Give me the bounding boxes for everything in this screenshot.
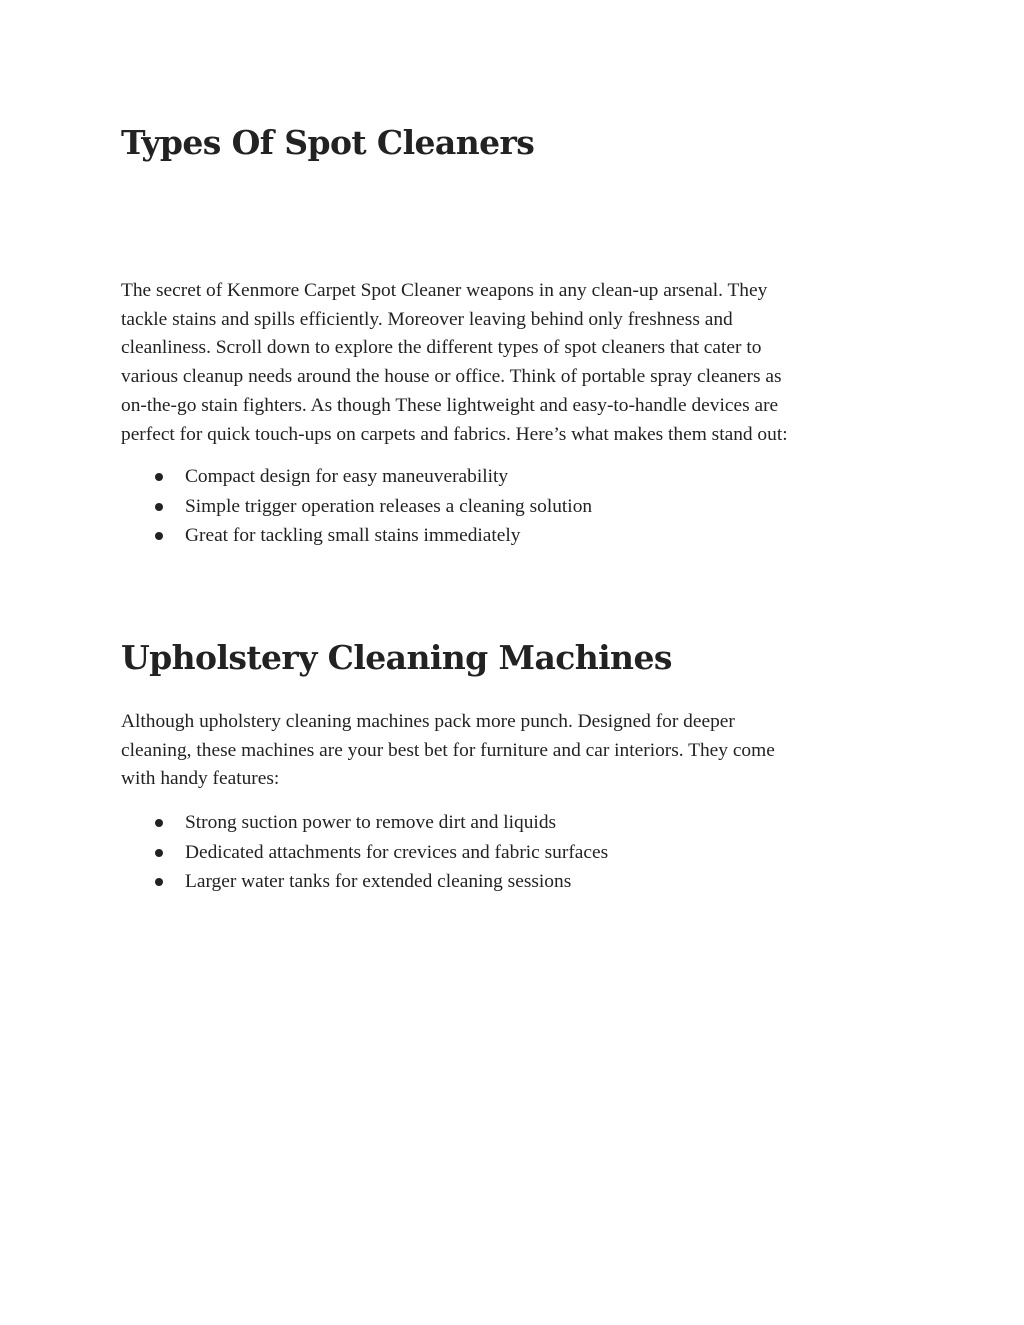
bullet-dot-icon (155, 532, 163, 540)
bullet-dot-icon (155, 473, 163, 481)
upholstery-features-list (121, 808, 891, 897)
spot-cleaner-features-list (121, 462, 891, 551)
paragraph-line: cleanliness. Scroll down to explore the different types of spot cleaners that cater to (121, 337, 762, 359)
section-heading-types-of-spot-cleaners: Types Of Spot Cleaners (121, 123, 535, 162)
intro-paragraph (121, 277, 891, 449)
list-item (121, 492, 891, 522)
list-item (121, 838, 891, 868)
paragraph-line: tackle stains and spills efficiently. Moreover leaving behind only freshness and (121, 308, 733, 330)
list-item (121, 867, 891, 897)
bullet-dot-icon (155, 878, 163, 886)
list-item-text: Strong suction power to remove dirt and liquids (185, 812, 557, 833)
list-item-text: Simple trigger operation releases a cleaning solution (185, 495, 593, 517)
paragraph-line: perfect for quick touch-ups on carpets and fabrics. Here’s what makes them stand out: (121, 423, 788, 445)
list-item-text: Larger water tanks for extended cleaning sessions (185, 871, 572, 893)
upholstery-paragraph (121, 708, 891, 794)
list-item-text: Compact design for easy maneuverability (185, 466, 509, 487)
list-item (121, 808, 891, 838)
paragraph-line: various cleanup needs around the house or office. Think of portable spray cleaners as (121, 366, 782, 388)
bullet-dot-icon (155, 849, 163, 857)
paragraph-line: The secret of Kenmore Carpet Spot Cleaner weapons in any clean-up arsenal. They (121, 280, 768, 301)
paragraph-line: cleaning, these machines are your best bet for furniture and car interiors. They come (121, 739, 775, 761)
list-item-text: Great for tackling small stains immediately (185, 525, 521, 547)
paragraph-line: Although upholstery cleaning machines pack more punch. Designed for deeper (121, 711, 735, 732)
bullet-dot-icon (155, 503, 163, 511)
list-item (121, 462, 891, 492)
section-heading-upholstery-cleaning-machines: Upholstery Cleaning Machines (121, 638, 672, 677)
paragraph-line: on-the-go stain fighters. As though These lightweight and easy-to-handle devices are (121, 394, 779, 416)
list-item-text: Dedicated attachments for crevices and fabric surfaces (185, 841, 609, 863)
bullet-dot-icon (155, 819, 163, 827)
list-item (121, 521, 891, 551)
paragraph-line: with handy features: (121, 768, 280, 790)
